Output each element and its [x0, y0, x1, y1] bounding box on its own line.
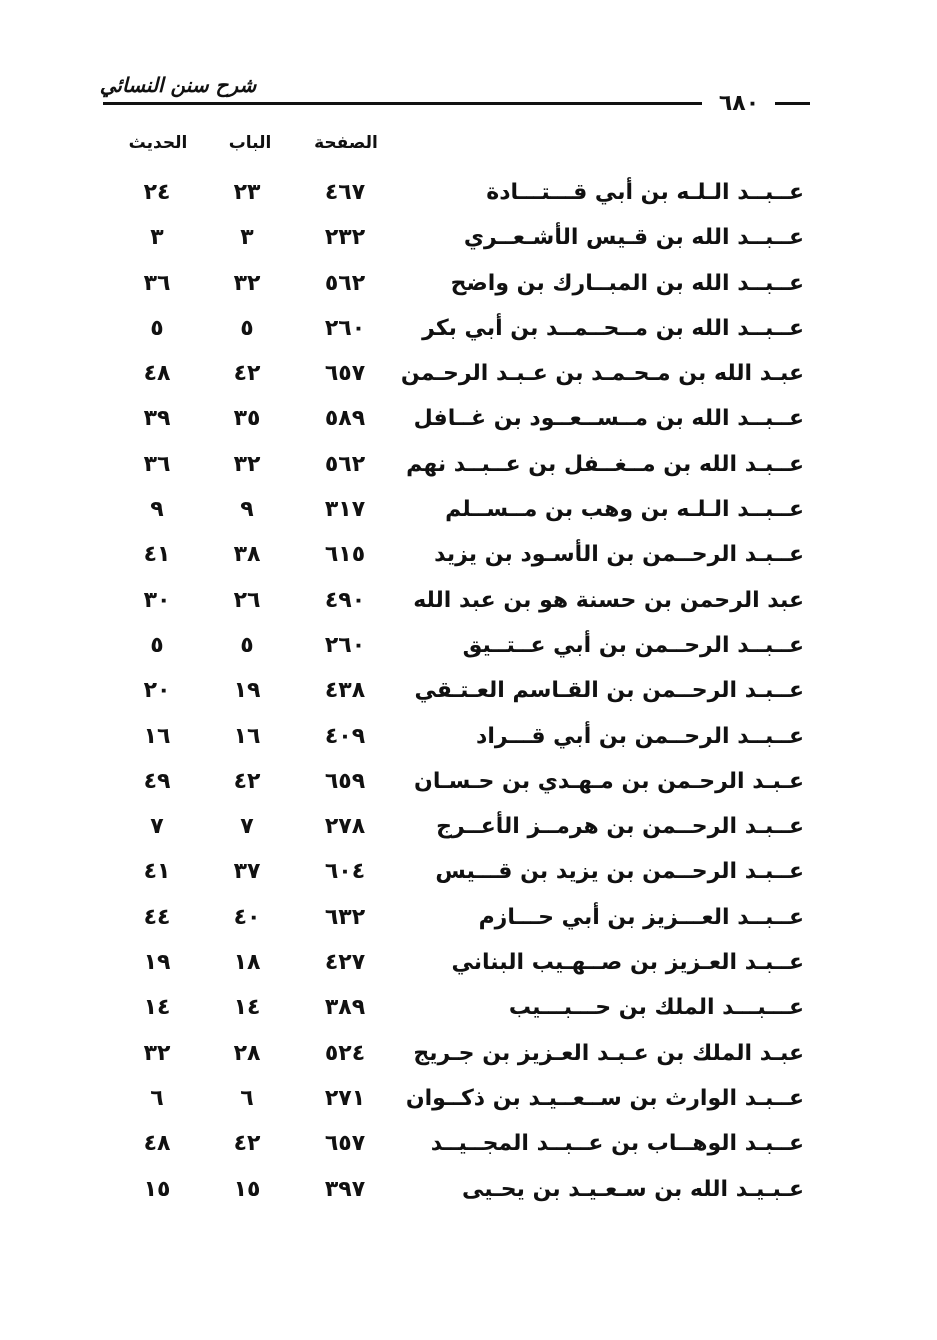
chapter-ref: ٥ [240, 632, 254, 658]
chapter-ref: ٤٢ [233, 361, 261, 387]
narrator-name: عــبـد الوارث بن ســعــيـد بن ذكــوان [405, 1085, 804, 1111]
chapter-ref: ٢٦ [233, 587, 261, 613]
table-row [0, 895, 937, 940]
chapter-ref: ٢٣ [233, 180, 261, 205]
table-row [0, 306, 937, 351]
hadith-ref: ١٩ [143, 950, 171, 976]
page-ref: ٦٥٩ [324, 768, 366, 794]
table-row [0, 215, 937, 260]
table-row [0, 170, 937, 215]
table-row [0, 623, 937, 668]
table-row [0, 532, 937, 577]
page-ref: ٥٦٢ [324, 270, 366, 296]
page-ref: ٦٥٧ [324, 361, 366, 387]
narrator-name: عــبــد العـــزيز بن أبي حـــازم [478, 904, 804, 930]
hadith-ref: ٥ [150, 315, 164, 341]
page-ref: ٦١٥ [324, 542, 366, 568]
chapter-ref: ٩ [240, 497, 254, 523]
hadith-ref: ٣٩ [143, 406, 171, 432]
narrator-name: عــبــد الـلـه بن أبي قـــتـــادة [486, 180, 804, 205]
chapter-ref: ٣٢ [233, 270, 261, 296]
hadith-ref: ١٦ [143, 723, 171, 749]
table-row [0, 1121, 937, 1166]
hadith-ref: ٢٠ [143, 678, 171, 704]
table-row [0, 1076, 937, 1121]
page-ref: ٢٧٨ [324, 814, 366, 840]
narrator-name: عــبـد الرحــمن بن هرمــز الأعــرج [436, 814, 804, 840]
page-ref: ٣١٧ [324, 497, 366, 523]
chapter-ref: ٣ [240, 225, 254, 251]
hadith-ref: ٣٦ [143, 270, 171, 296]
page-ref: ٤٩٠ [324, 587, 366, 613]
page-ref: ٥٦٢ [324, 451, 366, 477]
page-ref: ٢٣٢ [324, 225, 366, 251]
page-ref: ٣٨٩ [324, 995, 366, 1021]
page-number: ٦٨٠ [718, 91, 760, 116]
hadith-ref: ٤١ [143, 542, 171, 568]
narrator-name: عــبـد الرحــمن بن يزيد بن قـــيس [435, 859, 804, 885]
table-row [0, 1167, 937, 1212]
narrator-name: عــبــد الـلـه بن وهب بن مــســلم [445, 497, 804, 523]
narrator-name: عبـد الله بن مـحـمـد بن عـبـد الرحـمن [400, 361, 804, 387]
table-row [0, 759, 937, 804]
narrator-name: عــبـد الرحــمن بن القـاسم العـتـقي [414, 678, 804, 704]
table-row [0, 940, 937, 985]
header-rule-right [775, 102, 810, 105]
narrator-name: عــبـد الوهــاب بن عــبــد المجــيــد [430, 1131, 804, 1157]
hadith-ref: ٤١ [143, 859, 171, 885]
hadith-ref: ٩ [150, 497, 164, 523]
chapter-ref: ١٩ [233, 678, 261, 704]
index-table [0, 170, 937, 1212]
page-ref: ٤٠٩ [324, 723, 366, 749]
table-row [0, 396, 937, 441]
table-row [0, 714, 937, 759]
hadith-ref: ١٥ [143, 1176, 171, 1202]
narrator-name: عــبــد الله بن مــســعــود بن غــافل [413, 406, 804, 432]
hadith-ref: ٤٩ [143, 768, 171, 794]
page-ref: ٤٦٧ [324, 180, 366, 205]
chapter-ref: ٣٥ [233, 406, 261, 432]
page-ref: ٢٦٠ [324, 315, 366, 341]
narrator-name: عــبــد الله بن المبــارك بن واضح [450, 270, 804, 296]
chapter-ref: ٣٨ [233, 542, 261, 568]
narrator-name: عـبـيـد الله بن سـعـيـد بن يحـيى [462, 1176, 804, 1202]
page-ref: ٥٢٤ [324, 1040, 366, 1066]
chapter-ref: ٣٢ [233, 451, 261, 477]
page-ref: ٦٠٤ [324, 859, 366, 885]
column-header-page: الصفحة [314, 133, 378, 153]
table-row [0, 668, 937, 713]
chapter-ref: ٤٢ [233, 1131, 261, 1157]
column-header-chapter: الباب [228, 133, 272, 153]
chapter-ref: ٤٢ [233, 768, 261, 794]
chapter-ref: ٦ [240, 1085, 254, 1111]
hadith-ref: ٣ [150, 225, 164, 251]
table-row [0, 849, 937, 894]
chapter-ref: ٤٠ [233, 904, 261, 930]
hadith-ref: ٧ [150, 814, 164, 840]
table-row [0, 1031, 937, 1076]
book-title: شرح سنن النسائي [99, 73, 257, 97]
chapter-ref: ١٦ [233, 723, 261, 749]
hadith-ref: ٤٤ [143, 904, 171, 930]
chapter-ref: ١٥ [233, 1176, 261, 1202]
table-row [0, 351, 937, 396]
hadith-ref: ٦ [150, 1085, 164, 1111]
page-ref: ٥٨٩ [324, 406, 366, 432]
page-ref: ٣٩٧ [324, 1176, 366, 1202]
page-ref: ٦٥٧ [324, 1131, 366, 1157]
chapter-ref: ٢٨ [233, 1040, 261, 1066]
narrator-name: عــبــد الله بن قـيس الأشـعــري [463, 225, 804, 251]
hadith-ref: ٤٨ [143, 361, 171, 387]
narrator-name: عــبــد الرحــمن بن أبي عــتــيق [462, 632, 804, 658]
chapter-ref: ٥ [240, 315, 254, 341]
page-ref: ٢٧١ [324, 1085, 366, 1111]
table-row [0, 578, 937, 623]
hadith-ref: ٥ [150, 632, 164, 658]
hadith-ref: ٤٨ [143, 1131, 171, 1157]
page-ref: ٢٦٠ [324, 632, 366, 658]
hadith-ref: ٣٦ [143, 451, 171, 477]
table-row [0, 804, 937, 849]
narrator-name: عـــبـــد الملك بن حـــبـــيب [508, 995, 804, 1021]
column-header-hadith: الحديث [128, 133, 188, 153]
page-ref: ٤٢٧ [324, 950, 366, 976]
page-ref: ٤٣٨ [324, 678, 366, 704]
narrator-name: عبـد الملك بن عـبـد العـزيز بن جـريج [413, 1040, 804, 1066]
table-row [0, 261, 937, 306]
hadith-ref: ٢٤ [143, 180, 171, 205]
chapter-ref: ٣٧ [233, 859, 261, 885]
narrator-name: عــبـد العـزيز بن صــهـيب البناني [451, 950, 804, 976]
narrator-name: عـبـد الرحـمن بن مـهـدي بن حـسـان [414, 768, 804, 794]
hadith-ref: ١٤ [143, 995, 171, 1021]
hadith-ref: ٣٢ [143, 1040, 171, 1066]
hadith-ref: ٣٠ [143, 587, 171, 613]
chapter-ref: ٧ [240, 814, 254, 840]
table-row [0, 985, 937, 1030]
table-row [0, 487, 937, 532]
chapter-ref: ١٨ [233, 950, 261, 976]
narrator-name: عبد الرحمن بن حسنة هو بن عبد الله [413, 587, 804, 613]
header-rule [103, 102, 702, 105]
table-row [0, 442, 937, 487]
narrator-name: عــبـد الرحــمن بن الأسـود بن يزيد [434, 542, 804, 568]
narrator-name: عــبــد الرحــمن بن أبي قـــراد [476, 723, 804, 749]
narrator-name: عــبـد الله بن مــغــفل بن عــبــد نهم [406, 451, 804, 477]
page-ref: ٦٣٢ [324, 904, 366, 930]
chapter-ref: ١٤ [233, 995, 261, 1021]
narrator-name: عــبــد الله بن مــحــمــد بن أبي بكر [422, 315, 804, 341]
